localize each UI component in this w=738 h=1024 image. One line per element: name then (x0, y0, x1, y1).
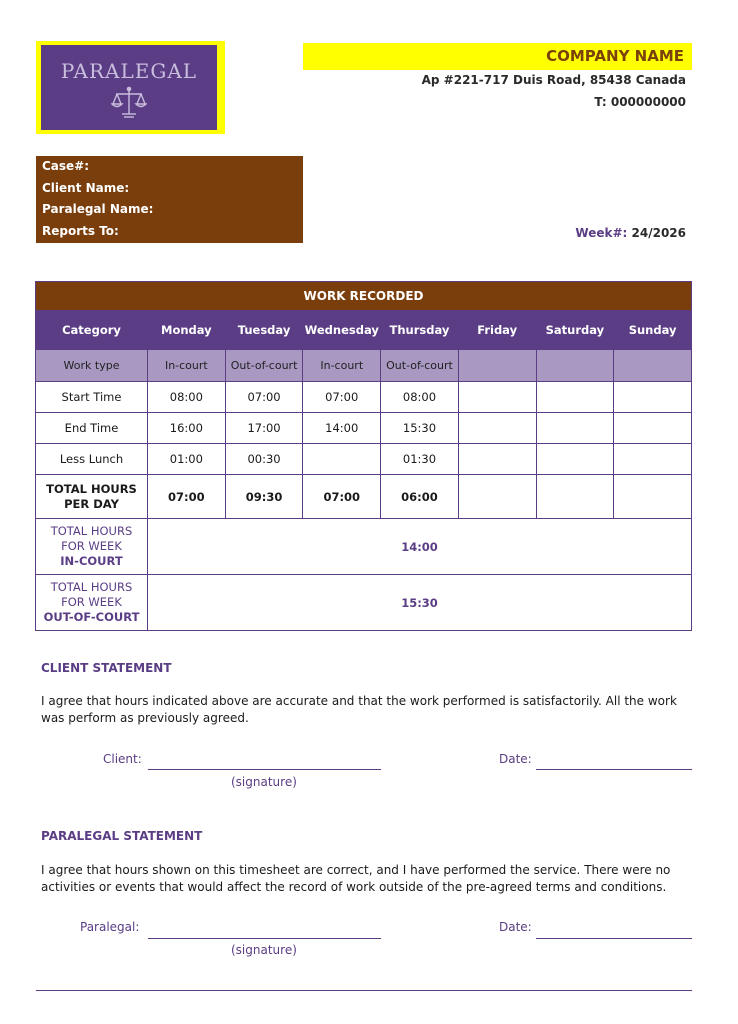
table-cell: 15:30 (381, 413, 459, 444)
logo-frame (36, 41, 225, 134)
table-cell (536, 382, 614, 413)
client-statement-title: CLIENT STATEMENT (41, 661, 172, 675)
week-in-court-label (36, 519, 148, 575)
table-cell: 16:00 (148, 413, 226, 444)
total-cell: 09:30 (225, 475, 303, 519)
reports-to-label: Reports To: (42, 223, 119, 238)
total-per-day-label-line2: PER DAY (64, 496, 119, 511)
row-label: Start Time (36, 382, 148, 413)
table-cell (614, 382, 692, 413)
client-signature-caption: (signature) (231, 775, 297, 789)
day-header: Wednesday (303, 311, 381, 350)
paralegal-statement-text: I agree that hours shown on this timesheet are correct, and I have performed the service. There were no activities or events that would affect the record of work outside of the pre-agreed terms and conditions. (41, 863, 671, 894)
label-line: FOR WEEK (61, 595, 122, 609)
table-cell (458, 382, 536, 413)
table-cell (614, 350, 692, 382)
week-label: Week#: (575, 226, 628, 240)
client-statement-text: I agree that hours indicated above are accurate and that the work performed is satisfactorily. All the work was perform as previously agreed. (41, 694, 677, 725)
paralegal-signature-caption: (signature) (231, 943, 297, 957)
label-line: FOR WEEK (61, 539, 122, 553)
paralegal-name-label: Paralegal Name: (42, 202, 154, 216)
table-cell: 01:00 (148, 444, 226, 475)
case-number-label: Case#: (42, 159, 90, 173)
case-info-box (36, 156, 303, 243)
table-cell: 00:30 (225, 444, 303, 475)
table-cell (536, 444, 614, 475)
total-cell (458, 475, 536, 519)
client-name-label: Client Name: (42, 180, 130, 195)
week-in-court-value: 14:00 (148, 519, 692, 575)
paralegal-sign-label: Paralegal: (80, 920, 140, 934)
company-name: COMPANY NAME (546, 47, 684, 65)
total-cell (614, 475, 692, 519)
week-value: 24/2026 (631, 226, 686, 240)
table-cell (458, 413, 536, 444)
total-cell: 07:00 (148, 475, 226, 519)
label-line: TOTAL HOURS (50, 580, 133, 594)
day-header: Thursday (381, 311, 459, 350)
logo-text: PARALEGAL (60, 59, 198, 83)
client-date-label: Date: (499, 752, 532, 766)
table-cell (536, 350, 614, 382)
day-header: Saturday (536, 311, 614, 350)
paralegal-statement-title: PARALEGAL STATEMENT (41, 829, 203, 843)
table-cell (614, 413, 692, 444)
week-out-of-court-row (36, 575, 692, 631)
client-sign-label: Client: (103, 752, 142, 766)
week-number (575, 226, 686, 240)
table-cell (614, 444, 692, 475)
day-header: Sunday (614, 311, 692, 350)
table-cell: 08:00 (148, 382, 226, 413)
day-header: Monday (148, 311, 226, 350)
table-cell: Out-of-court (225, 350, 303, 382)
paralegal-date-label: Date: (499, 920, 532, 934)
row-label: Work type (36, 350, 148, 382)
table-row (36, 413, 692, 444)
company-bar (303, 43, 692, 70)
table-cell: 14:00 (303, 413, 381, 444)
table-cell (536, 413, 614, 444)
total-cell: 07:00 (303, 475, 381, 519)
day-header: Tuesday (225, 311, 303, 350)
row-label: End Time (36, 413, 148, 444)
paralegal-signature-line[interactable] (148, 938, 381, 939)
week-out-of-court-label (36, 575, 148, 631)
week-out-of-court-value: 15:30 (148, 575, 692, 631)
table-title: WORK RECORDED (36, 282, 692, 311)
total-cell: 06:00 (381, 475, 459, 519)
table-title-row (36, 282, 692, 311)
table-cell: Out-of-court (381, 350, 459, 382)
table-cell: 01:30 (381, 444, 459, 475)
client-date-line[interactable] (536, 769, 692, 770)
paralegal-date-line[interactable] (536, 938, 692, 939)
scales-icon (111, 86, 147, 120)
bottom-divider (36, 990, 692, 991)
label-line: OUT-OF-COURT (43, 610, 140, 624)
table-cell (458, 350, 536, 382)
table-row (36, 382, 692, 413)
row-label: Less Lunch (36, 444, 148, 475)
table-cell: 07:00 (303, 382, 381, 413)
table-cell: 07:00 (225, 382, 303, 413)
total-per-day-label-line1: TOTAL HOURS (46, 481, 137, 496)
category-header: Category (36, 311, 148, 350)
company-phone: T: 000000000 (594, 95, 686, 109)
label-line: TOTAL HOURS (50, 524, 133, 538)
table-cell: 17:00 (225, 413, 303, 444)
company-address: Ap #221-717 Duis Road, 85438 Canada (421, 73, 686, 87)
logo (41, 45, 217, 130)
table-cell: 08:00 (381, 382, 459, 413)
table-cell (458, 444, 536, 475)
table-cell (303, 444, 381, 475)
client-signature-line[interactable] (148, 769, 381, 770)
table-row (36, 444, 692, 475)
total-cell (536, 475, 614, 519)
label-line: IN-COURT (60, 554, 123, 568)
day-header: Friday (458, 311, 536, 350)
table-row (36, 350, 692, 382)
work-recorded-table (35, 281, 692, 631)
total-per-day-row (36, 475, 692, 519)
table-header-row (36, 311, 692, 350)
table-cell: In-court (303, 350, 381, 382)
total-per-day-label (36, 475, 148, 519)
table-cell: In-court (148, 350, 226, 382)
week-in-court-row (36, 519, 692, 575)
